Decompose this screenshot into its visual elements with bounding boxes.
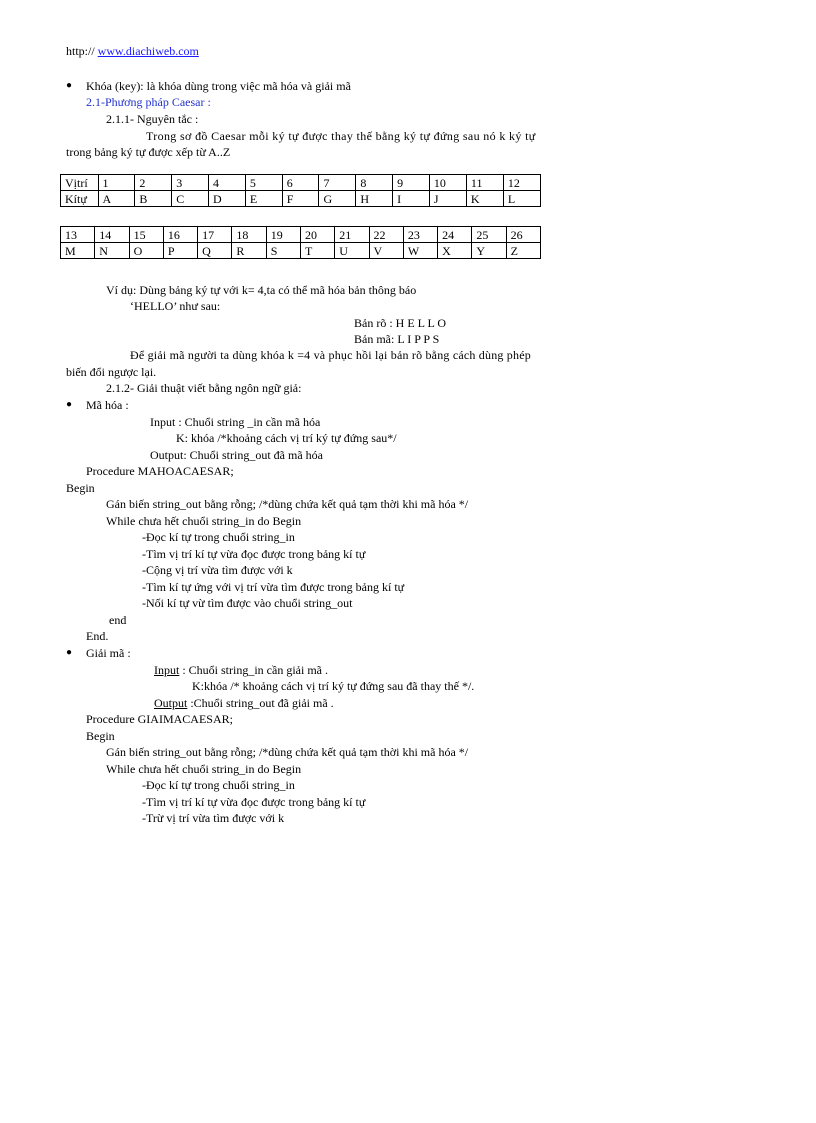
table-cell: Kítự xyxy=(61,191,99,207)
table-cell: T xyxy=(300,243,334,259)
table-cell: L xyxy=(503,191,540,207)
decrypt-step: -Tìm vị trí kí tự vừa đọc được trong bảng kí tự xyxy=(142,795,366,809)
table-cell: 21 xyxy=(335,227,369,243)
table-cell: V xyxy=(369,243,403,259)
sub-title-2: 2.1.2- Giải thuật viết bằng ngôn ngữ giả: xyxy=(106,381,302,395)
table-cell: 25 xyxy=(472,227,506,243)
table-cell: 16 xyxy=(163,227,197,243)
table-cell: 13 xyxy=(61,227,95,243)
encrypt-input: Input : Chuổi string _in cần mã hóa xyxy=(150,415,321,429)
page-header xyxy=(66,44,199,58)
table-cell: X xyxy=(438,243,472,259)
section-title: 2.1-Phương pháp Caesar : xyxy=(86,95,211,109)
alphabet-table-2 xyxy=(60,226,541,259)
decrypt-begin: Begin xyxy=(86,729,115,743)
table-cell: G xyxy=(319,191,356,207)
table-cell: E xyxy=(245,191,282,207)
header-prefix: http:// xyxy=(66,44,98,58)
table-cell: U xyxy=(335,243,369,259)
encrypt-key: K: khóa /*khoảng cách vị trí ký tự đứng sau*/ xyxy=(176,431,397,445)
table-cell: S xyxy=(266,243,300,259)
decrypt-output-text: :Chuổi string_out đã giải mã . xyxy=(187,696,334,710)
example-line-1: Ví dụ: Dùng bảng ký tự với k= 4,ta có thể mã hóa bản thông báo xyxy=(106,283,417,297)
table-cell: 19 xyxy=(266,227,300,243)
table-cell: J xyxy=(429,191,466,207)
bullet-icon: ● xyxy=(66,647,73,658)
encrypt-end-final: End. xyxy=(86,629,109,643)
table-cell: P xyxy=(163,243,197,259)
alphabet-table-1 xyxy=(60,174,541,207)
encrypt-step: -Tìm vị trí kí tự vừa đọc được trong bảng kí tự xyxy=(142,547,366,561)
table-cell: C xyxy=(172,191,209,207)
table-cell: 1 xyxy=(98,175,135,191)
table-cell: 12 xyxy=(503,175,540,191)
decrypt-input xyxy=(154,663,328,677)
table-cell: Vịtrí xyxy=(61,175,99,191)
example-line-2: ‘HELLO’ như sau: xyxy=(130,299,221,313)
encrypt-step: -Cộng vị trí vừa tìm được với k xyxy=(142,563,293,577)
decrypt-output-label: Output xyxy=(154,696,188,710)
table-cell: H xyxy=(356,191,393,207)
table-cell: 20 xyxy=(300,227,334,243)
decrypt-key: K:khóa /* khoảng cách vị trí ký tự đứng sau đã thay thế */. xyxy=(192,679,475,693)
decrypt-assign: Gán biến string_out bằng rỗng; /*dùng chứa kết quả tạm thời khi mã hóa */ xyxy=(106,745,469,759)
table-cell: I xyxy=(393,191,430,207)
table-cell: 7 xyxy=(319,175,356,191)
table-cell: Q xyxy=(198,243,232,259)
table-cell: O xyxy=(129,243,163,259)
decrypt-input-label: Input xyxy=(154,663,180,677)
table-cell: A xyxy=(98,191,135,207)
encrypt-step: -Tìm kí tự ứng với vị trí vừa tìm được trong bảng kí tự xyxy=(142,580,405,594)
table-cell: F xyxy=(282,191,319,207)
encrypt-procedure: Procedure MAHOACAESAR; xyxy=(86,464,234,478)
table-cell: 17 xyxy=(198,227,232,243)
table-row xyxy=(61,175,541,191)
bullet-icon: ● xyxy=(66,80,73,91)
decrypt-procedure: Procedure GIAIMACAESAR; xyxy=(86,712,233,726)
table-cell: 5 xyxy=(245,175,282,191)
table-cell: 23 xyxy=(403,227,437,243)
decrypt-title: Giải mã : xyxy=(86,646,131,660)
table-cell: 24 xyxy=(438,227,472,243)
table-cell: W xyxy=(403,243,437,259)
decrypt-output xyxy=(154,696,334,710)
table-cell: 4 xyxy=(209,175,246,191)
table-cell: K xyxy=(466,191,503,207)
decrypt-step: -Đọc kí tự trong chuổi string_in xyxy=(142,778,295,792)
encrypt-begin: Begin xyxy=(66,481,95,495)
table-cell: 3 xyxy=(172,175,209,191)
cipher-text-line: Bản mã: L I P P S xyxy=(354,332,440,346)
decrypt-line-2: biến đổi ngược lại. xyxy=(66,365,157,379)
table-cell: 8 xyxy=(356,175,393,191)
table-cell: 6 xyxy=(282,175,319,191)
table-cell: 10 xyxy=(429,175,466,191)
encrypt-assign: Gán biến string_out bằng rỗng; /*dùng chứa kết quả tạm thời khi mã hóa */ xyxy=(106,497,469,511)
decrypt-step: -Trừ vị trí vừa tìm được với k xyxy=(142,811,285,825)
table-row xyxy=(61,243,541,259)
decrypt-line-1: Để giải mã người ta dùng khóa k =4 và phục hồi lại bản rõ bằng cách dùng phép xyxy=(130,348,531,362)
decrypt-input-text: : Chuổi string_in cần giải mã . xyxy=(179,663,328,677)
encrypt-end: end xyxy=(109,613,127,627)
encrypt-step: -Đọc kí tự trong chuổi string_in xyxy=(142,530,295,544)
sub-title-1: 2.1.1- Nguyên tắc : xyxy=(106,112,199,126)
plain-text-line: Bản rõ : H E L L O xyxy=(354,316,447,330)
encrypt-step: -Nối kí tự vừ tìm được vào chuổi string_out xyxy=(142,596,353,610)
table-cell: 18 xyxy=(232,227,266,243)
table-cell: M xyxy=(61,243,95,259)
table-cell: B xyxy=(135,191,172,207)
encrypt-title: Mã hóa : xyxy=(86,398,129,412)
table-cell: N xyxy=(95,243,129,259)
table-cell: 22 xyxy=(369,227,403,243)
header-link[interactable]: www.diachiweb.com xyxy=(97,44,199,58)
table-cell: 2 xyxy=(135,175,172,191)
encrypt-output: Output: Chuổi string_out đã mã hóa xyxy=(150,448,323,462)
key-definition: Khóa (key): là khóa dùng trong việc mã hóa và giải mã xyxy=(86,79,351,93)
table-cell: 11 xyxy=(466,175,503,191)
table-cell: 9 xyxy=(393,175,430,191)
table-cell: 26 xyxy=(506,227,540,243)
table-row xyxy=(61,227,541,243)
table-row xyxy=(61,191,541,207)
table-cell: 14 xyxy=(95,227,129,243)
para-1a: Trong sơ đồ Caesar mỗi ký tự được thay thế bằng ký tự đứng sau nó k ký tự xyxy=(146,129,536,143)
para-1b: trong bảng ký tự được xếp từ A..Z xyxy=(66,145,231,159)
bullet-icon: ● xyxy=(66,399,73,410)
table-cell: 15 xyxy=(129,227,163,243)
decrypt-while: While chưa hết chuổi string_in do Begin xyxy=(106,762,302,776)
table-cell: R xyxy=(232,243,266,259)
table-cell: Z xyxy=(506,243,540,259)
table-cell: D xyxy=(209,191,246,207)
table-cell: Y xyxy=(472,243,506,259)
encrypt-while: While chưa hết chuổi string_in do Begin xyxy=(106,514,302,528)
